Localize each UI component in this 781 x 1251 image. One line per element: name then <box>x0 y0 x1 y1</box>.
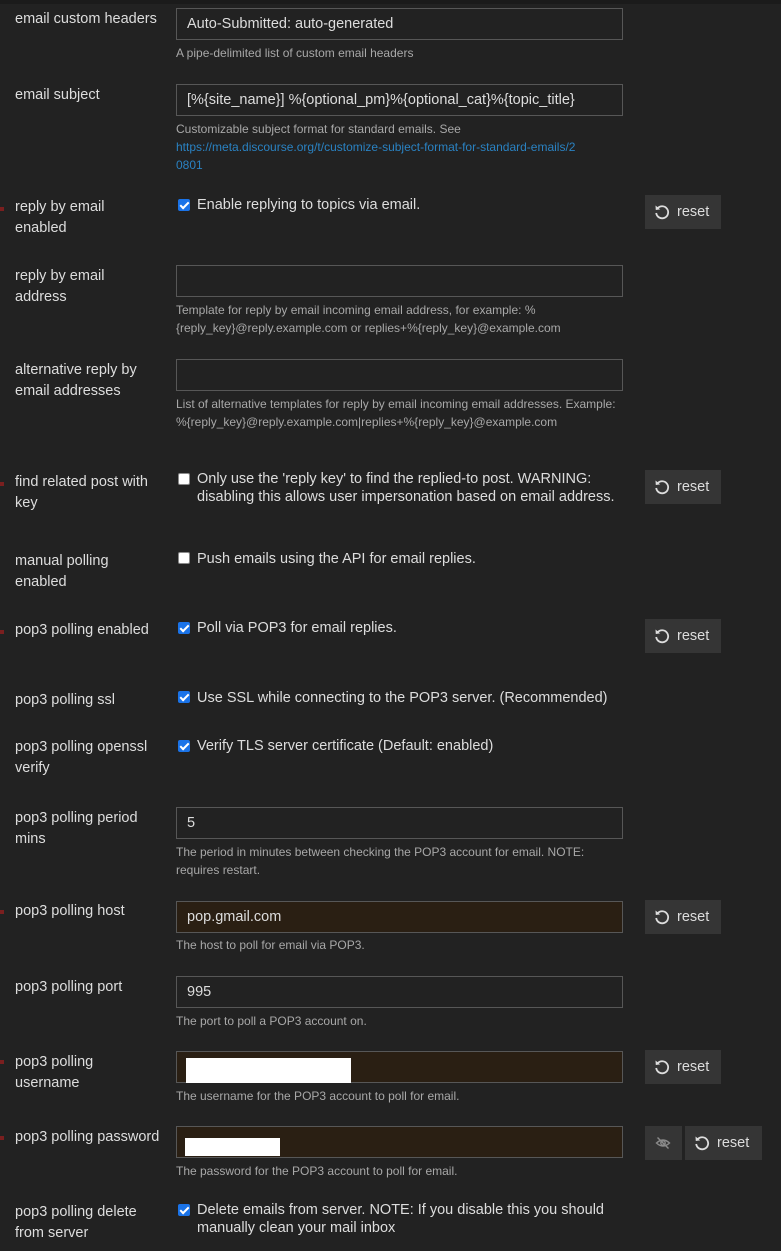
undo-icon <box>654 204 670 220</box>
setting-description: Template for reply by email incoming email address, for example: %{reply_key}@reply.example.com or replies+%{reply_key}@example.com <box>176 303 561 335</box>
changed-marker <box>0 482 4 486</box>
changed-marker <box>0 1060 4 1064</box>
setting-label: pop3 polling port <box>15 979 123 995</box>
checkbox-label: Enable replying to topics via email. <box>197 197 421 213</box>
redaction-box <box>186 1058 351 1083</box>
setting-label: email custom headers <box>15 11 157 27</box>
setting-description: The password for the POP3 account to poll for email. <box>176 1164 458 1178</box>
checkbox-label: Use SSL while connecting to the POP3 server. (Recommended) <box>197 690 608 706</box>
alternative-reply-addresses-input[interactable] <box>176 359 623 391</box>
setting-description: The period in minutes between checking the POP3 account for email. NOTE: requires restart. <box>176 845 585 877</box>
changed-marker <box>0 910 4 914</box>
reset-button[interactable] <box>645 195 721 229</box>
setting-description: The host to poll for email via POP3. <box>176 938 365 952</box>
reset-label: reset <box>677 628 710 644</box>
setting-label: alternative reply by email addresses <box>15 362 137 399</box>
setting-label: pop3 polling ssl <box>15 692 115 708</box>
reset-label: reset <box>677 909 710 925</box>
reset-button[interactable] <box>645 619 721 653</box>
checkbox-label: Poll via POP3 for email replies. <box>197 620 397 636</box>
description-text: Customizable subject format for standard emails. See <box>176 122 461 136</box>
undo-icon <box>694 1135 710 1151</box>
checkbox-label: Push emails using the API for email replies. <box>197 551 476 567</box>
reset-label: reset <box>677 204 710 220</box>
email-subject-input[interactable]: [%{site_name}] %{optional_pm}%{optional_cat}%{topic_title} <box>176 84 623 116</box>
checkbox-label: Verify TLS server certificate (Default: enabled) <box>197 738 494 754</box>
setting-description: A pipe-delimited list of custom email headers <box>176 46 414 60</box>
email-custom-headers-input[interactable]: Auto-Submitted: auto-generated <box>176 8 623 40</box>
find-related-post-checkbox[interactable] <box>178 473 190 485</box>
pop3-delete-checkbox[interactable] <box>178 1204 190 1216</box>
toggle-password-visibility-button[interactable] <box>645 1126 682 1160</box>
pop3-openssl-verify-checkbox[interactable] <box>178 740 190 752</box>
undo-icon <box>654 909 670 925</box>
reset-label: reset <box>677 479 710 495</box>
setting-label: manual polling enabled <box>15 553 109 590</box>
undo-icon <box>654 628 670 644</box>
changed-marker <box>0 207 4 211</box>
setting-label: pop3 polling host <box>15 903 125 919</box>
reset-label: reset <box>717 1135 750 1151</box>
changed-marker <box>0 630 4 634</box>
redaction-box <box>185 1138 280 1156</box>
undo-icon <box>654 479 670 495</box>
changed-marker <box>0 1136 4 1140</box>
setting-label: pop3 polling username <box>15 1054 94 1091</box>
setting-label: pop3 polling enabled <box>15 622 149 638</box>
subject-format-link[interactable]: https://meta.discourse.org/t/customize-subject-format-for-standard-emails/20801 <box>176 140 576 172</box>
setting-label: pop3 polling password <box>15 1129 160 1145</box>
setting-description: List of alternative templates for reply by email incoming email addresses. Example: %{reply_key}@reply.example.com|replies+%{reply_key}@example.com <box>176 397 616 429</box>
setting-label: pop3 polling period mins <box>15 810 138 847</box>
manual-polling-checkbox[interactable] <box>178 552 190 564</box>
eye-slash-icon <box>655 1135 671 1151</box>
setting-label: reply by email enabled <box>15 199 105 236</box>
setting-description <box>176 120 626 174</box>
setting-label: reply by email address <box>15 268 105 305</box>
reset-button[interactable] <box>685 1126 762 1160</box>
reset-label: reset <box>677 1059 710 1075</box>
reply-by-email-checkbox[interactable] <box>178 199 190 211</box>
top-bar <box>0 0 781 4</box>
setting-description: The port to poll a POP3 account on. <box>176 1014 367 1028</box>
setting-label: find related post with key <box>15 474 148 511</box>
setting-label: email subject <box>15 87 100 103</box>
setting-label: pop3 polling delete from server <box>15 1204 137 1241</box>
pop3-port-input[interactable]: 995 <box>176 976 623 1008</box>
reply-by-email-address-input[interactable] <box>176 265 623 297</box>
setting-label: pop3 polling openssl verify <box>15 739 148 776</box>
pop3-polling-checkbox[interactable] <box>178 622 190 634</box>
reset-button[interactable] <box>645 900 721 934</box>
reset-button[interactable] <box>645 1050 721 1084</box>
checkbox-label: Delete emails from server. NOTE: If you disable this you should manually clean your mail inbox <box>197 1202 604 1236</box>
pop3-host-input[interactable]: pop.gmail.com <box>176 901 623 933</box>
pop3-ssl-checkbox[interactable] <box>178 691 190 703</box>
setting-description: The username for the POP3 account to poll for email. <box>176 1089 460 1103</box>
undo-icon <box>654 1059 670 1075</box>
checkbox-label: Only use the 'reply key' to find the replied-to post. WARNING: disabling this allows user impersonation based on email address. <box>197 471 615 505</box>
pop3-period-input[interactable]: 5 <box>176 807 623 839</box>
reset-button[interactable] <box>645 470 721 504</box>
